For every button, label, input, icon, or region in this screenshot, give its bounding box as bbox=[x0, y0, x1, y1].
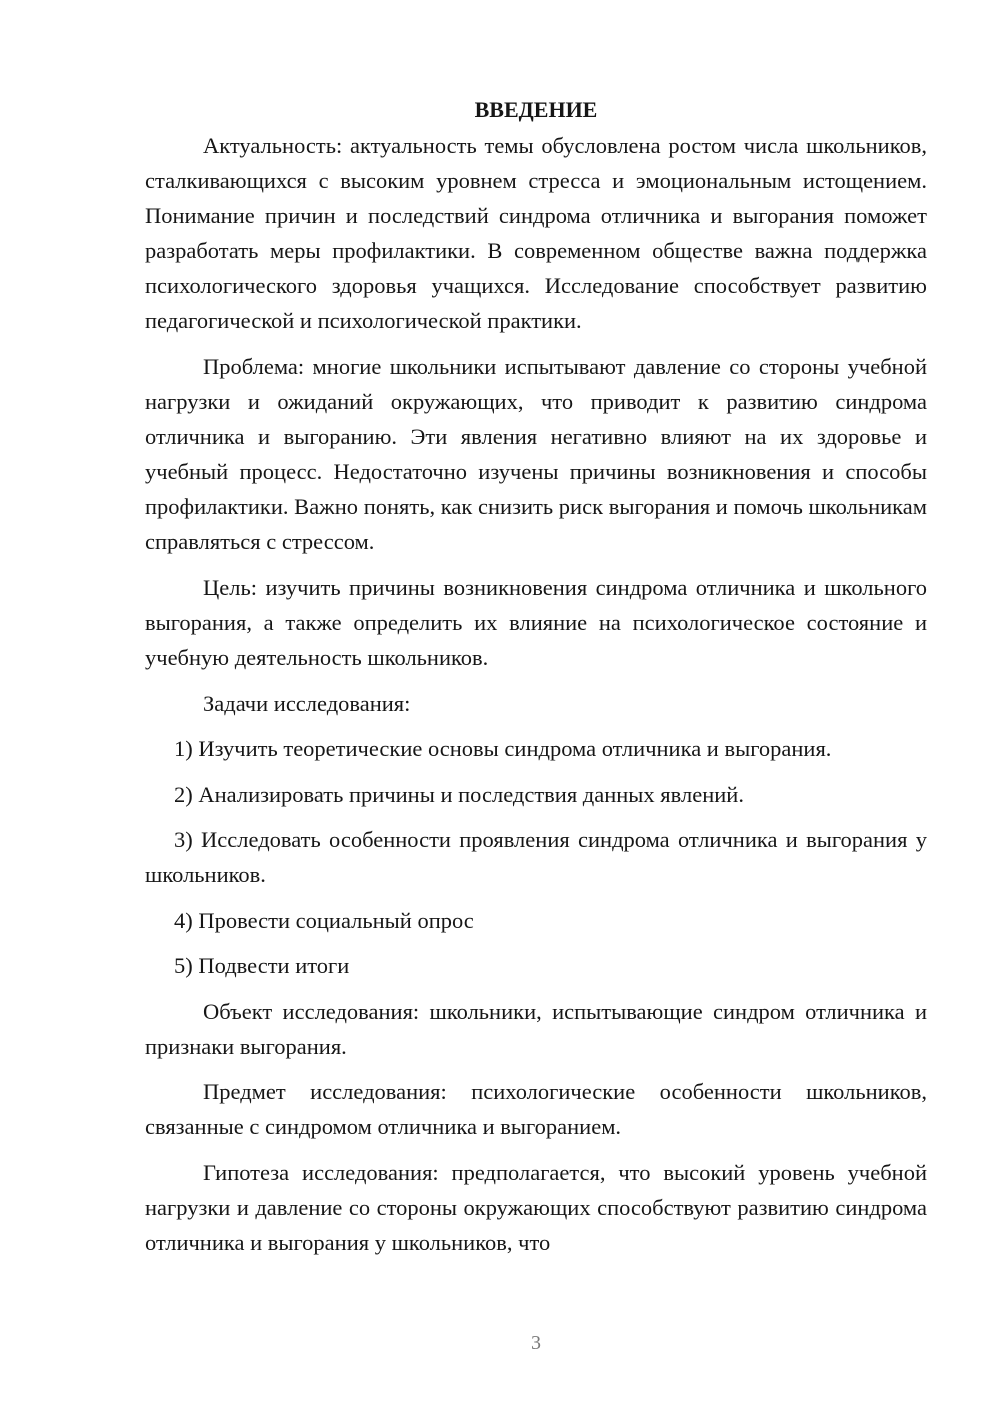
paragraph-hypothesis: Гипотеза исследования: предполагается, что высокий уровень учебной нагрузки и давление со стороны окружающих способствуют развитию синдрома отличника и выгорания у школьников, что bbox=[145, 1159, 927, 1255]
document-body bbox=[145, 92, 927, 1260]
paragraph-tasks-title: Задачи исследования: bbox=[203, 690, 411, 716]
task-item-3: 3) Исследовать особенности проявления синдрома отличника и выгорания у школьников. bbox=[145, 827, 927, 888]
task-item-5: 5) Подвести итоги bbox=[174, 953, 350, 979]
page-number: 3 bbox=[531, 1332, 541, 1354]
paragraph-subject: Предмет исследования: психологические особенности школьников, связанные с синдромом отличника и выгоранием. bbox=[145, 1079, 927, 1140]
section-heading: ВВЕДЕНИЕ bbox=[474, 97, 598, 122]
paragraph-relevance: Актуальность: актуальность темы обусловлена ростом числа школьников, сталкивающихся с высоким уровнем стресса и эмоциональным истощением. Понимание причин и последствий синдрома отличника и выгорания поможет разработать меры профилактики. В современном обществе важна поддержка психологического здоровья учащихся. Исследование способствует развитию педагогической и психологической практики. bbox=[145, 133, 927, 334]
task-item-1: 1) Изучить теоретические основы синдрома отличника и выгорания. bbox=[174, 736, 832, 762]
paragraph-goal: Цель: изучить причины возникновения синдрома отличника и школьного выгорания, а также определить их влияние на психологическое состояние и учебную деятельность школьников. bbox=[145, 574, 927, 671]
paragraph-problem: Проблема: многие школьники испытывают давление со стороны учебной нагрузки и ожиданий окружающих, что приводит к развитию синдрома отличника и выгоранию. Эти явления негативно влияют на их здоровье и учебный процесс. Недостаточно изучены причины возникновения и способы профилактики. Важно понять, как снизить риск выгорания и помочь школьникам справляться с стрессом. bbox=[145, 353, 927, 555]
task-item-2: 2) Анализировать причины и последствия данных явлений. bbox=[174, 781, 744, 807]
paragraph-object: Объект исследования: школьники, испытывающие синдром отличника и признаки выгорания. bbox=[145, 998, 927, 1059]
task-item-4: 4) Провести социальный опрос bbox=[174, 907, 474, 933]
